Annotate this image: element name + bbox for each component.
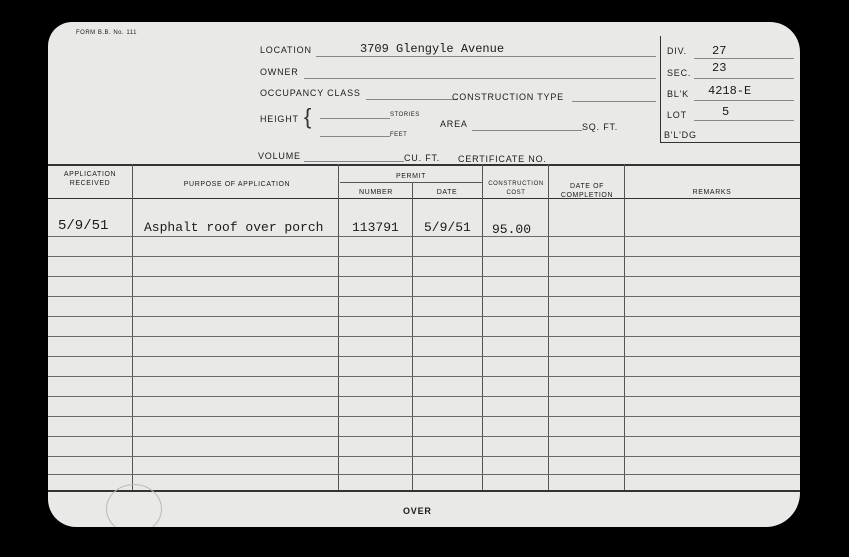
row-permit-number: 113791 — [352, 220, 399, 235]
height-label: HEIGHT — [260, 114, 299, 124]
feet-label: FEET — [390, 132, 408, 138]
lot-label: LOT — [667, 110, 687, 120]
height-brace: { — [304, 104, 312, 129]
stories-label: STORIES — [390, 112, 420, 118]
row-received: 5/9/51 — [58, 218, 109, 234]
lot-value: 5 — [722, 105, 730, 119]
stamp-mark — [106, 484, 162, 527]
construction-type-label: CONSTRUCTION TYPE — [452, 92, 564, 102]
purpose-header: PURPOSE OF APPLICATION — [183, 181, 291, 188]
building-permit-card — [48, 22, 800, 527]
sec-value: 23 — [712, 61, 727, 75]
row-permit-date: 5/9/51 — [424, 220, 471, 235]
div-label: DIV. — [667, 46, 687, 56]
form-number: FORM B.B. No. 111 — [76, 30, 137, 36]
row-purpose: Asphalt roof over porch — [144, 220, 324, 235]
row-cost: 95.00 — [492, 222, 532, 237]
date-of-completion-header: DATE OF COMPLETION — [560, 183, 614, 199]
location-value: 3709 Glengyle Avenue — [360, 42, 505, 56]
certificate-no-label: CERTIFICATE NO. — [458, 154, 547, 164]
owner-label: OWNER — [260, 67, 299, 77]
bldg-label: B'L'DG — [664, 130, 697, 140]
sq-ft-label: SQ. FT. — [582, 122, 619, 132]
blk-label: BL'K — [667, 89, 689, 99]
occupancy-class-label: OCCUPANCY CLASS — [260, 88, 361, 98]
parcel-box-border — [660, 36, 661, 142]
area-label: AREA — [440, 119, 468, 129]
div-value: 27 — [712, 44, 727, 58]
date-header: DATE — [436, 189, 458, 196]
location-label: LOCATION — [260, 45, 312, 55]
permit-header: PERMIT — [395, 173, 427, 180]
over-label: OVER — [403, 506, 432, 516]
blk-value: 4218-E — [708, 84, 752, 98]
sec-label: SEC. — [667, 68, 692, 78]
remarks-header: REMARKS — [692, 189, 732, 196]
application-received-header: APPLICATION RECEIVED — [63, 171, 117, 187]
cu-ft-label: CU. FT. — [404, 153, 441, 163]
number-header: NUMBER — [359, 189, 393, 196]
volume-label: VOLUME — [258, 151, 301, 161]
construction-cost-header: CONSTRUCTION COST — [488, 181, 544, 196]
